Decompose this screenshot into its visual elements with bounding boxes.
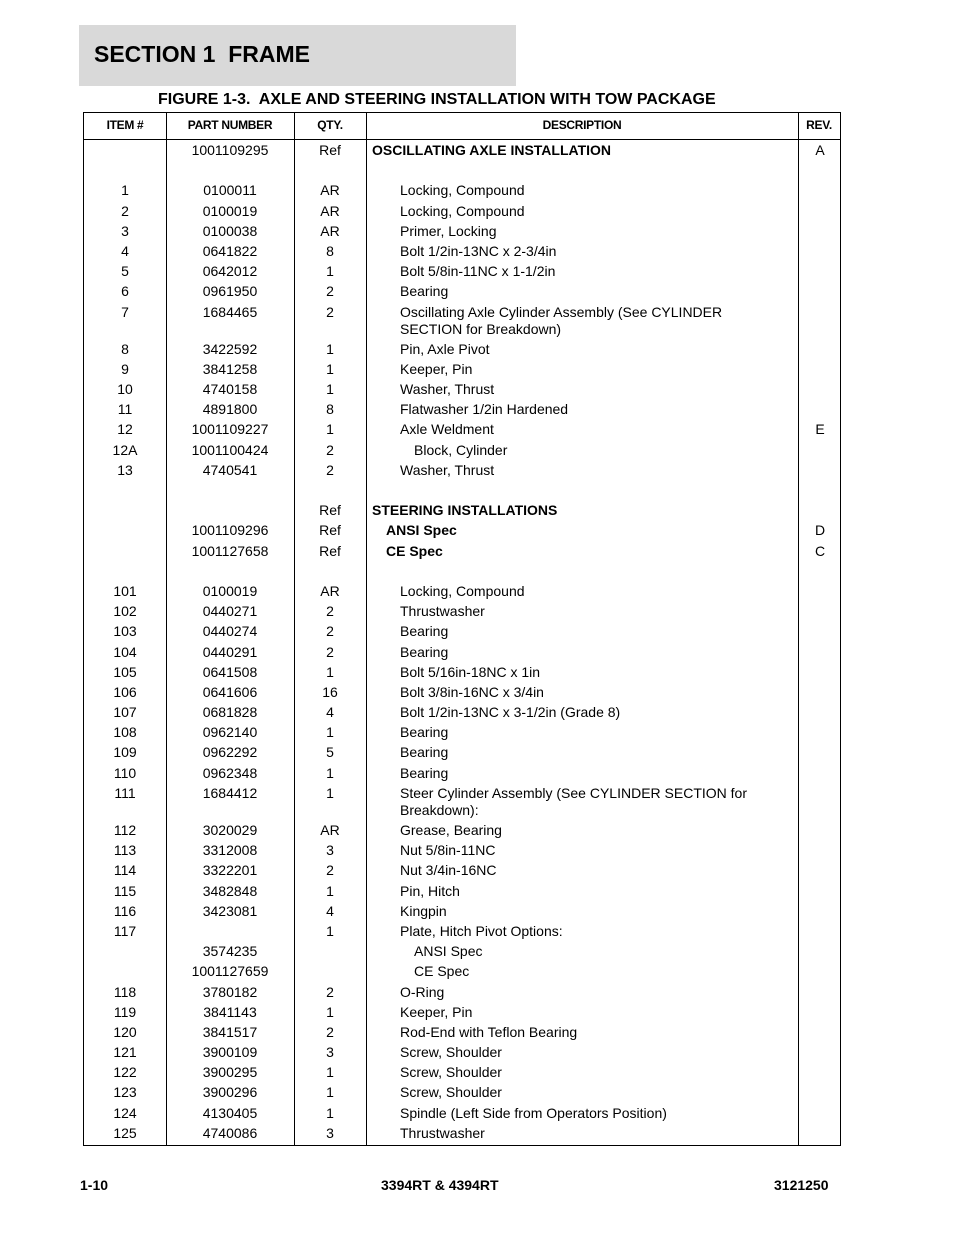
description-cell: Bolt 5/16in-18NC x 1in <box>400 663 541 680</box>
part-number-cell: 1001109227 <box>191 421 269 438</box>
qty-cell: 4 <box>326 704 334 721</box>
table-row <box>84 520 840 540</box>
table-row <box>84 261 840 281</box>
qty-cell: 2 <box>326 643 334 660</box>
description-cell: Bearing <box>400 283 449 300</box>
table-row <box>84 241 840 261</box>
item-number-cell: 1 <box>121 182 129 199</box>
qty-cell: 1 <box>326 1104 334 1121</box>
qty-cell: 2 <box>326 623 334 640</box>
description-cell: Block, Cylinder <box>414 441 508 458</box>
header-part-number: PART NUMBER <box>187 118 273 132</box>
qty-cell: 2 <box>326 303 334 320</box>
header-qty: QTY. <box>317 118 343 132</box>
qty-cell: AR <box>320 202 340 219</box>
description-cell: Primer, Locking <box>400 222 497 239</box>
item-number-cell: 9 <box>121 360 129 377</box>
table-row <box>84 339 840 359</box>
description-cell: Keeper, Pin <box>400 360 473 377</box>
part-number-cell: 3900296 <box>202 1084 258 1101</box>
table-row <box>84 201 840 221</box>
item-number-cell: 103 <box>113 623 137 640</box>
part-number-cell: 3841258 <box>202 360 258 377</box>
part-number-cell: 0100019 <box>202 582 258 599</box>
item-number-cell: 120 <box>113 1023 137 1040</box>
item-number-cell: 117 <box>113 922 137 939</box>
header-rev: REV. <box>806 118 832 132</box>
part-number-cell: 4891800 <box>202 401 258 418</box>
description-cell: Washer, Thrust <box>400 381 495 398</box>
item-number-cell: 2 <box>121 202 129 219</box>
item-number-cell: 113 <box>113 842 137 859</box>
header-item: ITEM # <box>106 118 144 132</box>
part-number-cell: 0100038 <box>202 222 258 239</box>
part-number-cell: 3574235 <box>202 943 258 960</box>
qty-cell: 1 <box>326 724 334 741</box>
table-row <box>84 901 840 921</box>
part-number-cell: 3841143 <box>203 1003 257 1020</box>
description-cell: Rod-End with Teflon Bearing <box>400 1023 578 1040</box>
part-number-cell: 3020029 <box>202 822 258 838</box>
qty-cell: 2 <box>326 983 334 1000</box>
table-row <box>84 500 840 520</box>
qty-cell: 1 <box>326 421 334 438</box>
item-number-cell: 108 <box>113 724 137 741</box>
part-number-cell: 0681828 <box>202 704 258 721</box>
item-number-cell: 5 <box>121 263 129 280</box>
item-number-cell: 115 <box>113 882 137 899</box>
qty-cell: 1 <box>326 1003 334 1020</box>
qty-cell: 8 <box>326 242 334 259</box>
table-row <box>84 541 840 561</box>
header-description: DESCRIPTION <box>542 118 622 132</box>
item-number-cell: 125 <box>113 1124 137 1141</box>
description-cell: CE Spec <box>386 542 443 559</box>
table-row <box>84 881 840 901</box>
item-number-cell: 7 <box>121 303 129 320</box>
table-row <box>84 742 840 762</box>
description-cell: Kingpin <box>400 902 447 919</box>
item-number-cell: 11 <box>117 401 133 418</box>
table-body <box>84 140 840 1143</box>
description-cell: Locking, Compound <box>400 202 525 219</box>
qty-cell: 1 <box>326 663 334 680</box>
blank-row <box>84 480 840 500</box>
description-cell: ANSI Spec <box>386 522 457 539</box>
item-number-cell: 111 <box>114 784 136 801</box>
description-cell: Screw, Shoulder <box>400 1064 502 1081</box>
description-cell: Locking, Compound <box>400 182 525 199</box>
qty-cell: Ref <box>319 542 341 559</box>
qty-cell: 1 <box>326 1064 334 1081</box>
item-number-cell: 116 <box>113 902 137 919</box>
item-number-cell: 8 <box>121 340 129 357</box>
item-number-cell: 119 <box>113 1003 137 1020</box>
part-number-cell: 0440274 <box>202 623 258 640</box>
table-row <box>84 840 840 860</box>
description-cell: Keeper, Pin <box>400 1003 473 1020</box>
qty-cell: 1 <box>326 1084 334 1101</box>
qty-cell: 1 <box>326 764 334 781</box>
parts-table <box>83 112 841 1146</box>
table-row <box>84 941 840 961</box>
description-cell: Locking, Compound <box>400 582 525 599</box>
qty-cell: Ref <box>319 522 341 539</box>
table-row <box>84 921 840 941</box>
figure-title: FIGURE 1-3. AXLE AND STEERING INSTALLATION WITH TOW PACKAGE <box>158 91 716 108</box>
part-number-cell: 0100011 <box>203 182 257 199</box>
footer-doc-number: 3121250 <box>774 1177 829 1193</box>
table-row <box>84 581 840 601</box>
qty-cell: AR <box>320 822 340 838</box>
table-row <box>84 961 840 981</box>
item-number-cell: 121 <box>113 1044 137 1061</box>
table-row <box>84 399 840 419</box>
item-number-cell: 3 <box>121 222 129 239</box>
table-row <box>84 682 840 702</box>
table-row <box>84 221 840 241</box>
qty-cell: 1 <box>326 360 334 377</box>
table-row <box>84 621 840 641</box>
table-row <box>84 601 840 621</box>
table-row <box>84 460 840 480</box>
blank-row <box>84 160 840 180</box>
description-cell: Bearing <box>400 643 449 660</box>
description-cell: Washer, Thrust <box>400 461 495 478</box>
description-cell: Bolt 1/2in-13NC x 3-1/2in (Grade 8) <box>400 704 621 721</box>
table-row <box>84 1123 840 1143</box>
description-cell: ANSI Spec <box>414 943 483 960</box>
description-cell: Oscillating Axle Cylinder Assembly (See CYLINDER SECTION for Breakdown) <box>400 303 723 337</box>
item-number-cell: 13 <box>117 461 133 478</box>
description-cell: Steer Cylinder Assembly (See CYLINDER SECTION for Breakdown): <box>400 784 747 818</box>
table-row <box>84 820 840 840</box>
table-row <box>84 1103 840 1123</box>
qty-cell: 4 <box>326 902 334 919</box>
part-number-cell: 0641606 <box>202 683 258 700</box>
description-cell: CE Spec <box>414 963 470 980</box>
item-number-cell: 106 <box>113 683 137 700</box>
qty-cell: 5 <box>326 744 334 761</box>
part-number-cell: 3780182 <box>202 983 258 1000</box>
qty-cell: Ref <box>319 142 341 158</box>
part-number-cell: 0962348 <box>202 764 258 781</box>
table-row <box>84 662 840 682</box>
part-number-cell: 3900295 <box>202 1064 258 1081</box>
description-cell: Pin, Hitch <box>400 882 460 899</box>
qty-cell: 2 <box>326 461 334 478</box>
qty-cell: 1 <box>326 784 334 801</box>
table-row <box>84 419 840 439</box>
qty-cell: 1 <box>326 922 334 939</box>
table-row <box>84 281 840 301</box>
qty-cell: 2 <box>326 441 334 458</box>
item-number-cell: 112 <box>113 822 137 838</box>
item-number-cell: 124 <box>113 1104 137 1121</box>
item-number-cell: 6 <box>121 283 129 300</box>
table-row <box>84 722 840 742</box>
footer-page-number: 1-10 <box>80 1177 109 1193</box>
qty-cell: 2 <box>326 603 334 620</box>
item-number-cell: 105 <box>113 663 137 680</box>
qty-cell: AR <box>320 222 340 239</box>
table-row <box>84 860 840 880</box>
item-number-cell: 101 <box>113 582 137 599</box>
part-number-cell: 3423081 <box>202 902 258 919</box>
description-cell: Bearing <box>400 744 449 761</box>
description-cell: Pin, Axle Pivot <box>400 340 490 357</box>
description-cell: Screw, Shoulder <box>400 1044 502 1061</box>
qty-cell: 3 <box>326 842 334 859</box>
part-number-cell: 4740158 <box>202 381 258 398</box>
part-number-cell: 1684412 <box>202 784 258 801</box>
table-row <box>84 783 840 820</box>
qty-cell: AR <box>320 582 340 599</box>
part-number-cell: 1001127659 <box>191 963 269 980</box>
table-row <box>84 1062 840 1082</box>
qty-cell: 2 <box>326 862 334 879</box>
description-cell: Spindle (Left Side from Operators Position) <box>400 1104 667 1121</box>
footer-model: 3394RT & 4394RT <box>381 1177 499 1193</box>
part-number-cell: 3312008 <box>202 842 258 859</box>
table-row <box>84 440 840 460</box>
section-title: SECTION 1 FRAME <box>94 41 310 67</box>
description-cell: OSCILLATING AXLE INSTALLATION <box>372 142 612 158</box>
table-row <box>84 642 840 662</box>
description-cell: Nut 5/8in-11NC <box>400 842 496 859</box>
description-cell: Bolt 1/2in-13NC x 2-3/4in <box>400 242 557 259</box>
item-number-cell: 107 <box>113 704 137 721</box>
part-number-cell: 4130405 <box>202 1104 258 1121</box>
description-cell: Bolt 3/8in-16NC x 3/4in <box>400 683 544 700</box>
qty-cell: 16 <box>322 683 338 700</box>
table-row <box>84 359 840 379</box>
part-number-cell: 1001127658 <box>191 542 269 559</box>
item-number-cell: 12A <box>112 441 138 458</box>
description-cell: STEERING INSTALLATIONS <box>372 502 558 519</box>
table-row <box>84 180 840 200</box>
item-number-cell: 114 <box>113 862 137 879</box>
table-row <box>84 140 840 160</box>
part-number-cell: 3482848 <box>202 882 258 899</box>
item-number-cell: 104 <box>113 643 137 660</box>
item-number-cell: 12 <box>117 421 133 438</box>
part-number-cell: 1001109296 <box>191 522 269 539</box>
qty-cell: Ref <box>319 502 341 519</box>
description-cell: Screw, Shoulder <box>400 1084 502 1101</box>
item-number-cell: 123 <box>113 1084 137 1101</box>
part-number-cell: 0641822 <box>202 242 258 259</box>
description-cell: Bearing <box>400 724 449 741</box>
part-number-cell: 0962292 <box>202 744 258 761</box>
part-number-cell: 4740086 <box>202 1124 258 1141</box>
qty-cell: 3 <box>326 1044 334 1061</box>
part-number-cell: 1684465 <box>202 303 258 320</box>
description-cell: Axle Weldment <box>400 421 494 438</box>
part-number-cell: 3900109 <box>202 1044 258 1061</box>
description-cell: Thrustwasher <box>400 1124 485 1141</box>
table-row <box>84 379 840 399</box>
description-cell: Thrustwasher <box>400 603 485 620</box>
part-number-cell: 1001100424 <box>191 441 269 458</box>
rev-cell: E <box>815 421 825 438</box>
item-number-cell: 122 <box>113 1064 137 1081</box>
qty-cell: AR <box>320 182 340 199</box>
qty-cell: 3 <box>326 1124 334 1141</box>
item-number-cell: 102 <box>113 603 137 620</box>
table-row <box>84 302 840 339</box>
part-number-cell: 3322201 <box>202 862 258 879</box>
part-number-cell: 0961950 <box>202 283 258 300</box>
qty-cell: 1 <box>326 882 334 899</box>
description-cell: Bearing <box>400 623 449 640</box>
table-row <box>84 1002 840 1022</box>
item-number-cell: 110 <box>113 764 137 781</box>
table-row <box>84 1082 840 1102</box>
part-number-cell: 4740541 <box>202 461 258 478</box>
part-number-cell: 0440291 <box>202 643 258 660</box>
item-number-cell: 109 <box>113 744 137 761</box>
part-number-cell: 3841517 <box>202 1023 258 1040</box>
description-cell: Bearing <box>400 764 449 781</box>
table-row <box>84 763 840 783</box>
table-row <box>84 702 840 722</box>
table-row <box>84 1042 840 1062</box>
table-row <box>84 1022 840 1042</box>
part-number-cell: 0642012 <box>202 263 258 280</box>
part-number-cell: 0100019 <box>202 202 258 219</box>
qty-cell: 2 <box>326 1023 334 1040</box>
item-number-cell: 10 <box>117 381 133 398</box>
part-number-cell: 0440271 <box>202 603 258 620</box>
qty-cell: 1 <box>326 263 334 280</box>
description-cell: Flatwasher 1/2in Hardened <box>400 401 569 418</box>
description-cell: O-Ring <box>400 983 445 1000</box>
rev-cell: C <box>814 542 826 559</box>
qty-cell: 1 <box>326 340 334 357</box>
part-number-cell: 0641508 <box>202 663 258 680</box>
blank-row <box>84 561 840 581</box>
description-cell: Plate, Hitch Pivot Options: <box>400 922 563 939</box>
rev-cell: A <box>815 142 825 158</box>
description-cell: Bolt 5/8in-11NC x 1-1/2in <box>400 263 556 280</box>
rev-cell: D <box>814 522 826 539</box>
part-number-cell: 3422592 <box>202 340 258 357</box>
part-number-cell: 1001109295 <box>191 142 269 158</box>
item-number-cell: 118 <box>113 983 137 1000</box>
table-row <box>84 982 840 1002</box>
part-number-cell: 0962140 <box>202 724 258 741</box>
item-number-cell: 4 <box>121 242 129 259</box>
qty-cell: 1 <box>326 381 334 398</box>
qty-cell: 2 <box>326 283 334 300</box>
description-cell: Nut 3/4in-16NC <box>400 862 497 879</box>
description-cell: Grease, Bearing <box>400 822 502 838</box>
qty-cell: 8 <box>326 401 334 418</box>
